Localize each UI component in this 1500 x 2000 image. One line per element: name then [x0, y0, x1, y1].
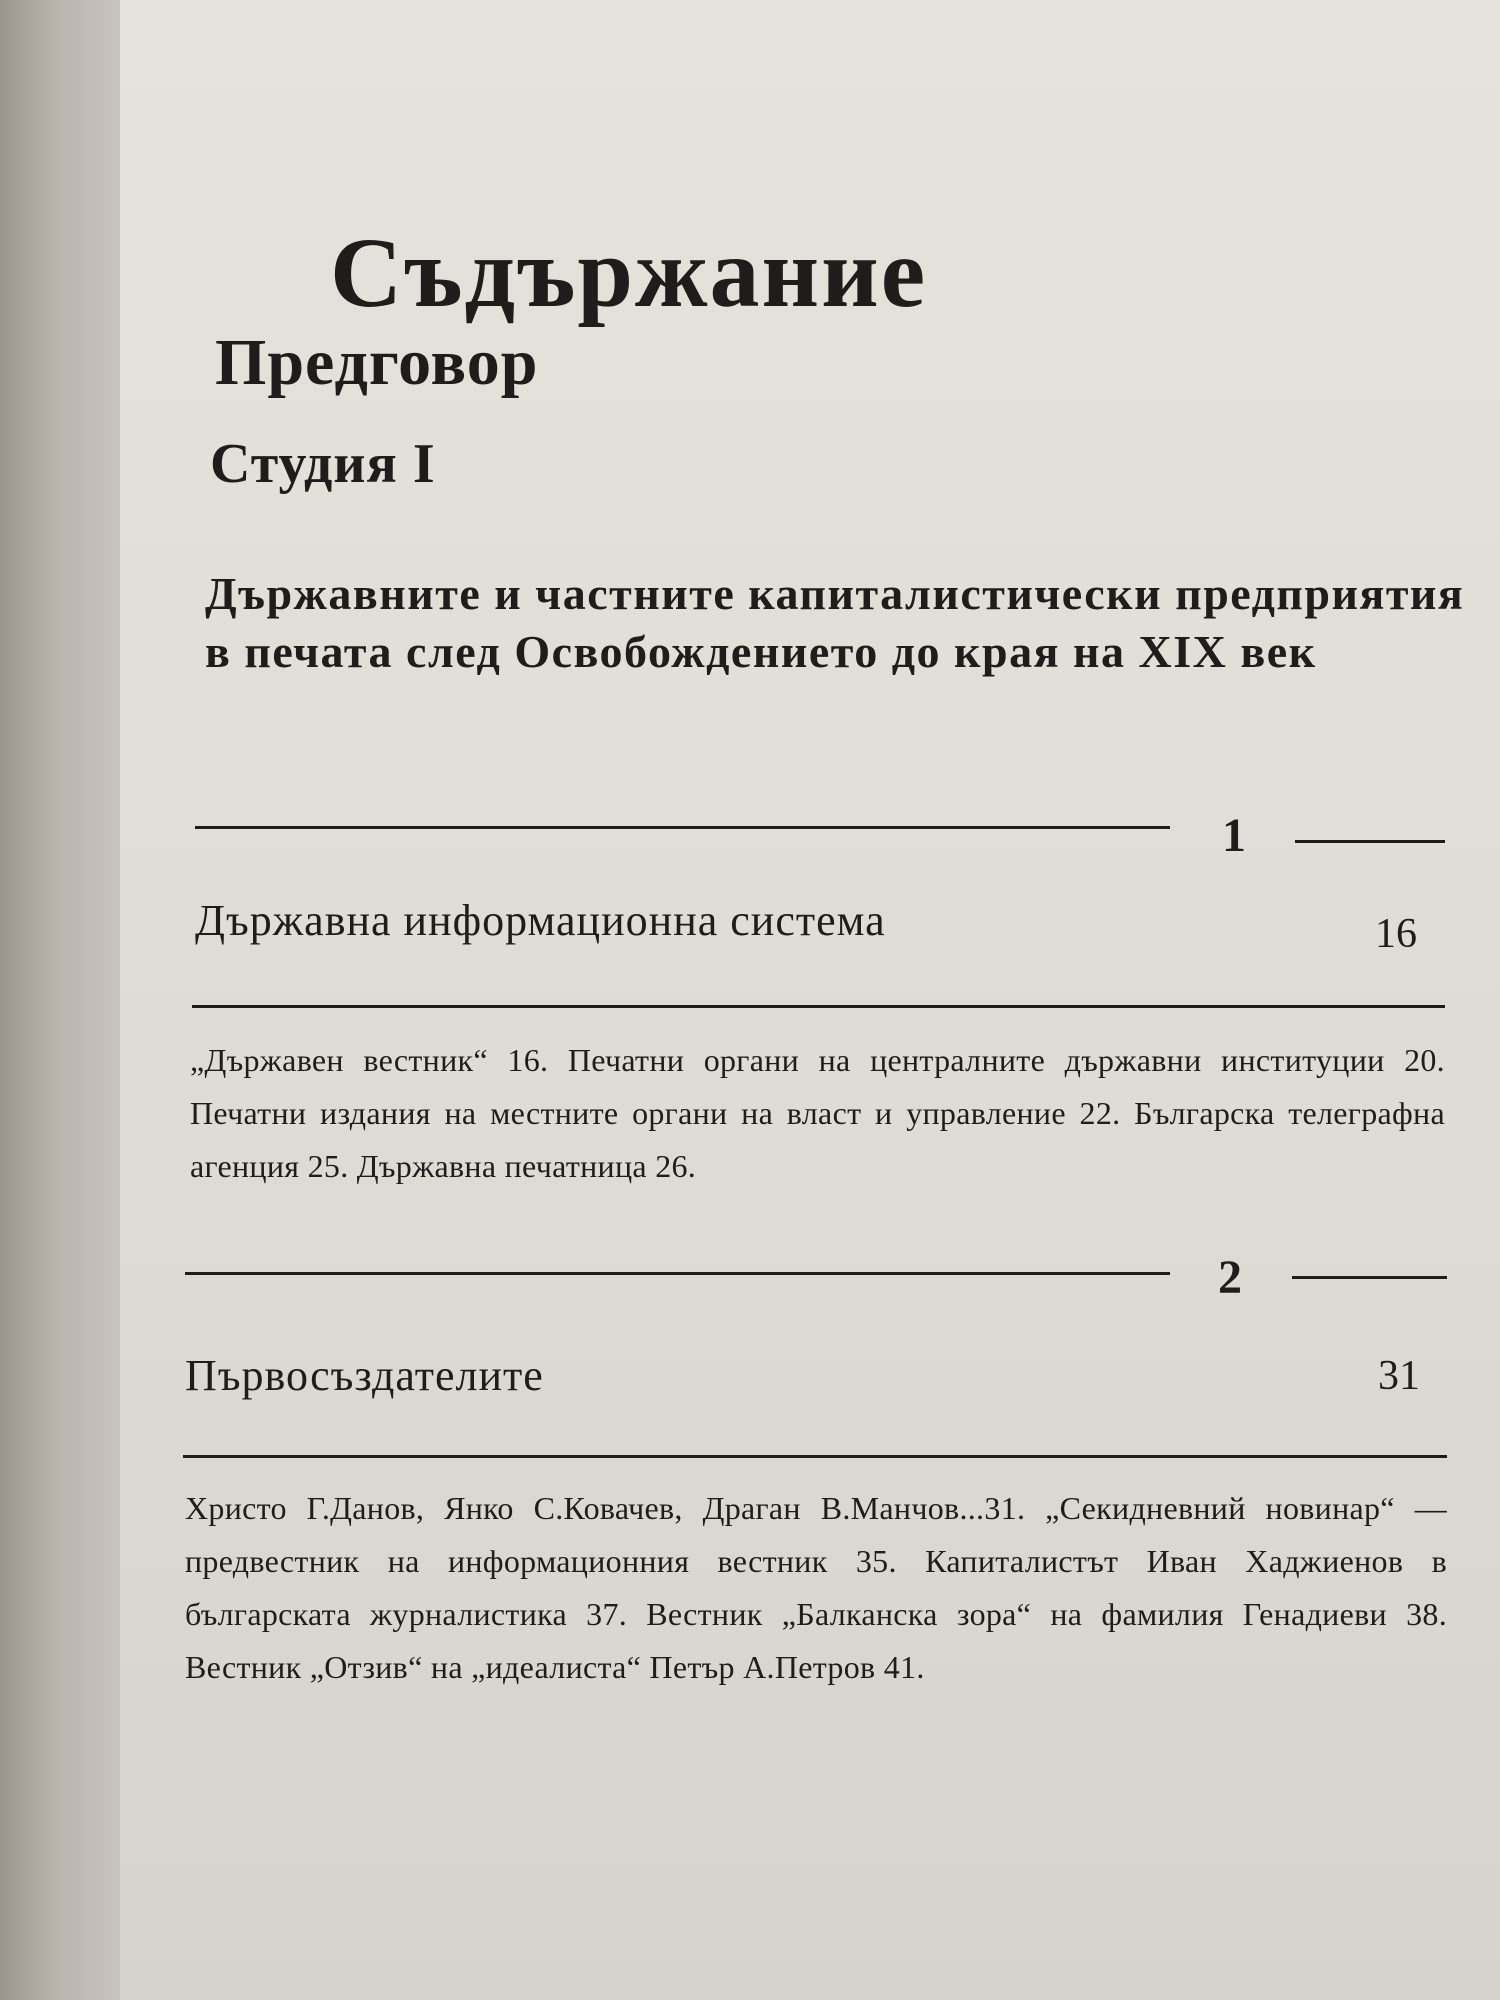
chapter-2-rule-right	[1292, 1276, 1447, 1279]
chapter-2-rule-left	[185, 1272, 1170, 1275]
chapter-1-summary: „Държавен вестник“ 16. Печатни органи на централните държавни институции 20. Печатни издания на местните органи на власт и управление 22. Българска телеграфна агенция 25. Държавна печатница 26.	[190, 1042, 1445, 1184]
chapter-2-summary: Христо Г.Данов, Янко С.Ковачев, Драган В.Манчов...31. „Секидневний новинар“ — предвестник на информационния вестник 35. Капиталистът Иван Хаджиенов в българската журналистика 37. Вестник „Балканска зора“ на фамилия Генадиеви 38. Вестник „Отзив“ на „идеалиста“ Петър А.Петров 41.	[185, 1490, 1447, 1685]
chapter-1-rule-below	[192, 1005, 1445, 1008]
studio-title: Държавните и частните капиталистически предприятия в печата след Освобождението до края на XIX век	[205, 568, 1465, 677]
chapter-2-title: Първосъздателите	[185, 1351, 544, 1400]
chapter-2-rule-below	[183, 1455, 1447, 1458]
preface-heading: Предговор	[215, 326, 539, 399]
book-gutter	[0, 0, 140, 2000]
page-title: Съдържание	[330, 217, 928, 328]
chapter-1-number: 1	[1222, 809, 1246, 862]
studio-heading: Студия I	[210, 433, 436, 495]
chapter-1-title: Държавна информационна система	[195, 896, 886, 945]
chapter-1-rule-right	[1295, 840, 1445, 843]
chapter-1-page: 16	[1375, 911, 1417, 957]
chapter-1-rule-left	[195, 826, 1170, 829]
chapter-2-number: 2	[1218, 1251, 1242, 1304]
chapter-2-page: 31	[1378, 1353, 1420, 1399]
